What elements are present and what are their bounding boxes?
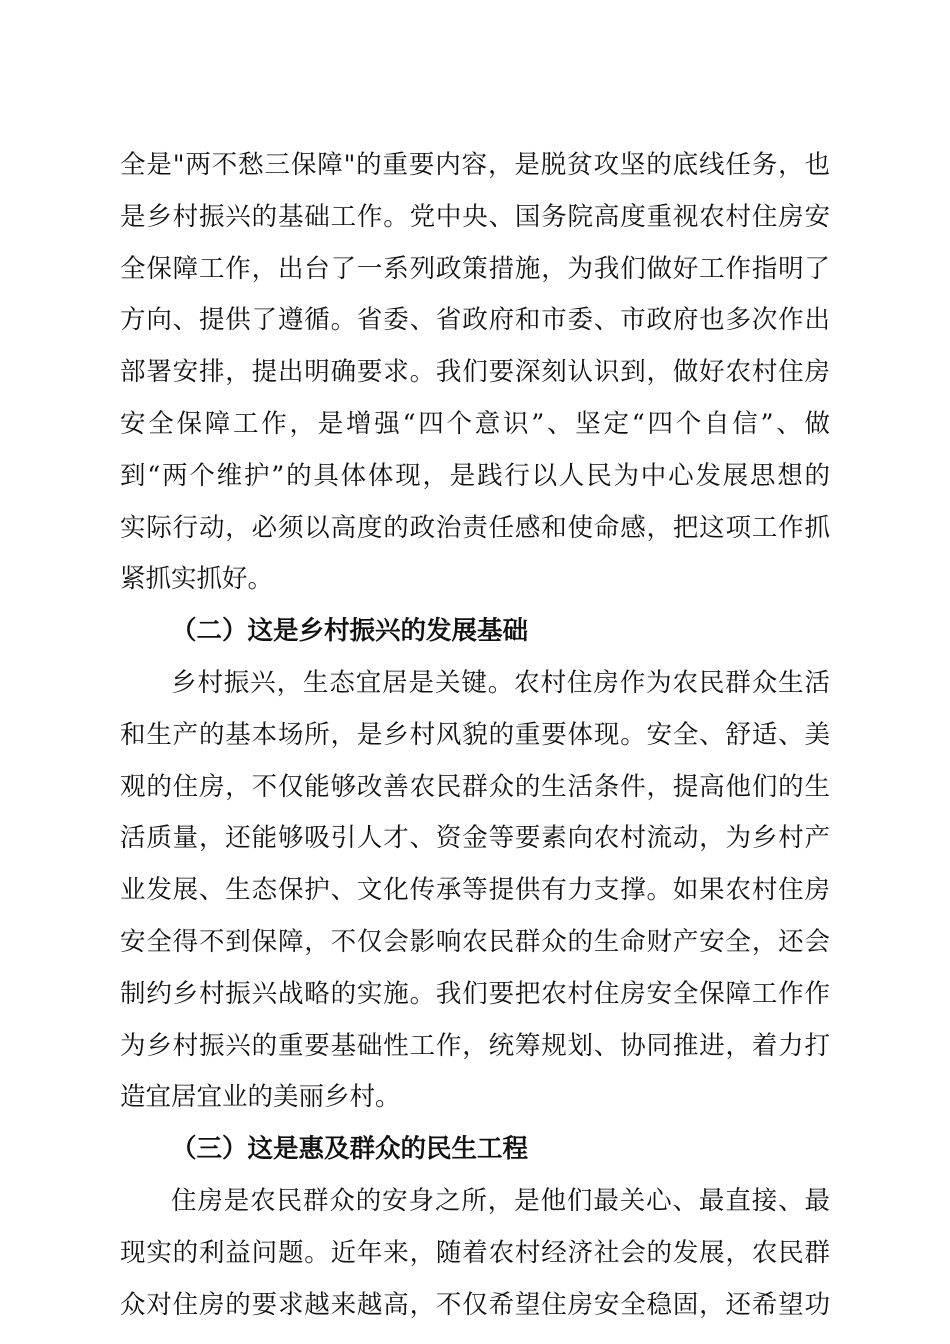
text-line: 业发展、生态保护、文化传承等提供有力支撑。如果农村住房: [120, 875, 830, 906]
text-line: 众对住房的要求越来越高，不仅希望住房安全稳固，还希望功: [120, 1289, 830, 1320]
text-line: 实际行动，必须以高度的政治责任感和使命感，把这项工作抓: [120, 512, 830, 543]
text-line: 是乡村振兴的基础工作。党中央、国务院高度重视农村住房安: [120, 201, 830, 232]
text-line: 制约乡村振兴战略的实施。我们要把农村住房安全保障工作作: [120, 978, 830, 1009]
text-line: 活质量，还能够吸引人才、资金等要素向农村流动，为乡村产: [120, 823, 830, 854]
text-line: 和生产的基本场所，是乡村风貌的重要体现。安全、舒适、美: [120, 719, 830, 750]
document-page: [120, 140, 830, 1331]
section-heading: （三）这是惠及群众的民生工程: [171, 1134, 529, 1165]
paragraph-rural-housing-importance: [120, 140, 830, 606]
section-heading: （二）这是乡村振兴的发展基础: [171, 616, 529, 647]
text-line: 到“两个维护”的具体体现，是践行以人民为中心发展思想的: [120, 460, 830, 491]
text-line: 安全保障工作，是增强“四个意识”、坚定“四个自信”、做: [120, 408, 830, 439]
text-line: 乡村振兴，生态宜居是关键。农村住房作为农民群众生活: [171, 667, 830, 698]
text-line: 安全得不到保障，不仅会影响农民群众的生命财产安全，还会: [120, 926, 830, 957]
text-line: 为乡村振兴的重要基础性工作，统筹规划、协同推进，着力打: [120, 1030, 830, 1061]
section-heading-2: [120, 606, 830, 658]
text-line: 住房是农民群众的安身之所，是他们最关心、最直接、最: [171, 1185, 830, 1216]
text-line: 全保障工作，出台了一系列政策措施，为我们做好工作指明了: [120, 253, 830, 284]
paragraph-rural-revitalization: [120, 658, 830, 1124]
text-line: 部署安排，提出明确要求。我们要深刻认识到，做好农村住房: [120, 357, 830, 388]
text-line: 紧抓实抓好。: [120, 564, 274, 595]
text-line: 造宜居宜业的美丽乡村。: [120, 1082, 401, 1113]
text-line: 方向、提供了遵循。省委、省政府和市委、市政府也多次作出: [120, 305, 830, 336]
section-heading-3: [120, 1124, 830, 1176]
text-line: 观的住房，不仅能够改善农民群众的生活条件，提高他们的生: [120, 771, 830, 802]
text-line: 现实的利益问题。近年来，随着农村经济社会的发展，农民群: [120, 1237, 830, 1268]
text-line: 全是"两不愁三保障"的重要内容，是脱贫攻坚的底线任务，也: [120, 150, 830, 180]
paragraph-livelihood-project: [120, 1176, 830, 1331]
